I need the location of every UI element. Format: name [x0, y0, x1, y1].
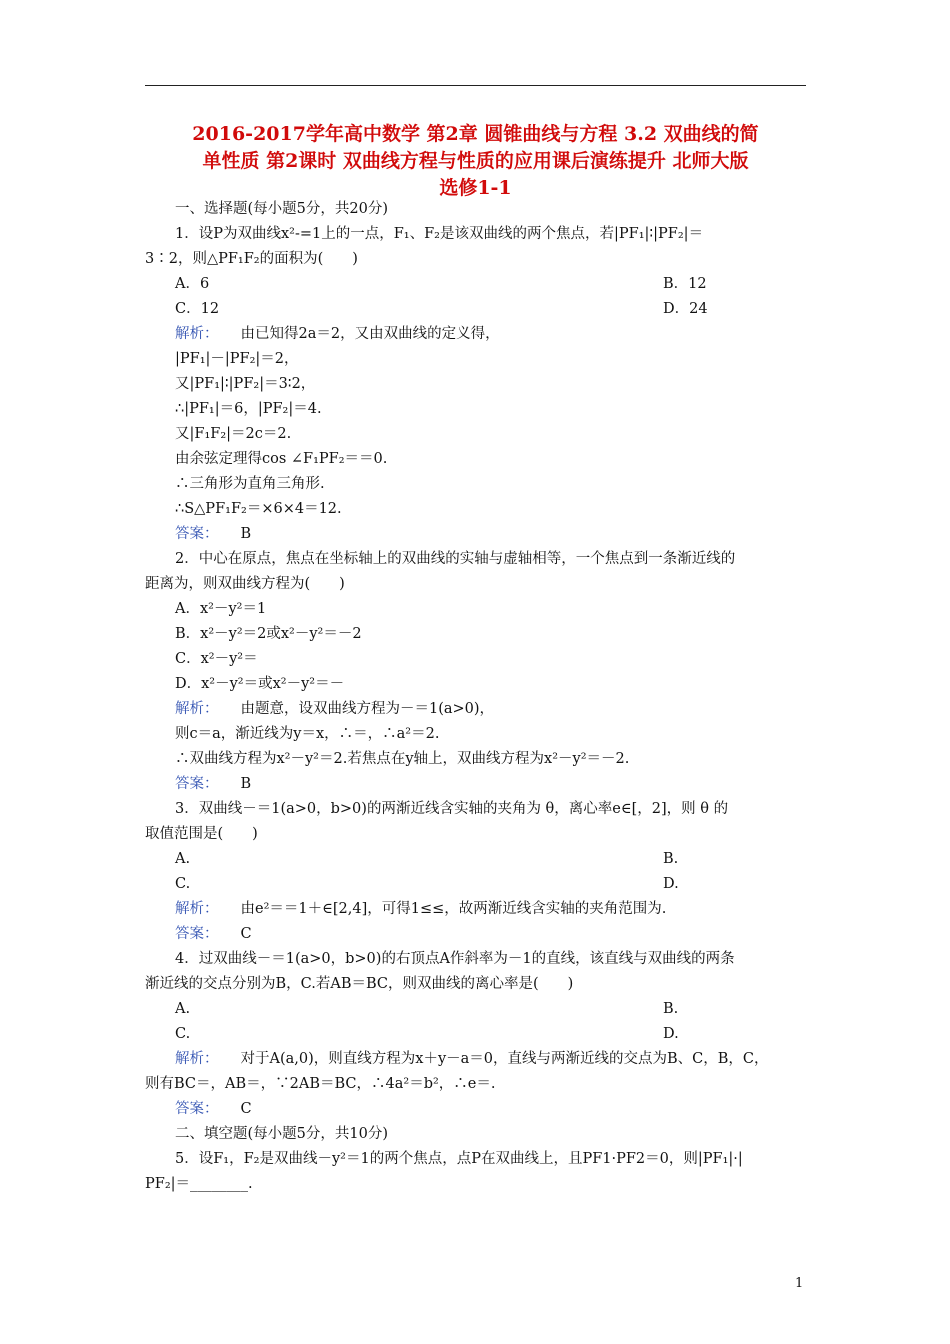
section-heading-choice: 一、选择题(每小题5分，共20分) [175, 201, 388, 217]
solution-text: 对于A(a,0)，则直线方程为x＋y－a＝0，直线与两渐近线的交点为B、C，B，C， [240, 1051, 769, 1067]
document-title-line-1: 2016-2017学年高中数学 第2章 圆锥曲线与方程 3.2 双曲线的简 [192, 123, 759, 145]
answer-label: 答案： [175, 526, 219, 542]
solution-text: 由e²＝＝1＋∈[2,4]，可得1≤≤，故两渐近线含实轴的夹角范围为. [240, 901, 667, 917]
answer-label: 答案： [175, 926, 219, 942]
option-row [175, 849, 840, 869]
solution-line: ∴三角形为直角三角形. [175, 476, 325, 492]
option-row [175, 299, 840, 319]
solution-line: ∴|PF₁|＝6，|PF₂|＝4. [175, 401, 322, 417]
question-5-line-2: PF₂|＝________. [145, 1176, 253, 1192]
solution-text: 由题意，设双曲线方程为－＝1(a>0)， [240, 701, 495, 717]
option-b: B. [663, 1001, 679, 1017]
question-1-line-2: 3∶2，则△PF₁F₂的面积为( ) [145, 251, 358, 267]
option-row [175, 1024, 840, 1044]
question-3-line-1: 3．双曲线－＝1(a>0，b>0)的两渐近线含实轴的夹角为 θ，离心率e∈[，2]，则 θ 的 [175, 801, 729, 817]
solution-line: 又|F₁F₂|＝2c＝2. [175, 426, 292, 442]
answer-line [175, 774, 840, 794]
solution-line: 则c＝a，渐近线为y＝x，∴＝，∴a²＝2. [175, 726, 440, 742]
question-2-line-1: 2．中心在原点，焦点在坐标轴上的双曲线的实轴与虚轴相等，一个焦点到一条渐近线的 [175, 551, 736, 567]
solution-line [175, 1049, 840, 1069]
document-title-line-2: 单性质 第2课时 双曲线方程与性质的应用课后演练提升 北师大版 [202, 150, 749, 172]
header-rule [145, 85, 806, 86]
solution-label: 解析： [175, 1051, 219, 1067]
solution-line: ∴S△PF₁F₂＝×6×4＝12. [175, 501, 342, 517]
answer-value: B [240, 526, 252, 542]
question-4-line-1: 4．过双曲线－＝1(a>0，b>0)的右顶点A作斜率为－1的直线，该直线与双曲线的两条 [175, 951, 735, 967]
question-4-line-2: 渐近线的交点分别为B，C.若AB＝BC，则双曲线的离心率是( ) [145, 976, 574, 992]
option-a: A. [175, 1001, 191, 1017]
option-b: B．x²－y²＝2或x²－y²＝－2 [175, 626, 362, 642]
solution-line: ∴双曲线方程为x²－y²＝2.若焦点在y轴上，双曲线方程为x²－y²＝－2. [175, 751, 630, 767]
question-1-line-1: 1．设P为双曲线x²-=1上的一点，F₁、F₂是该双曲线的两个焦点，若|PF₁|∶|PF₂|＝ [175, 226, 704, 242]
solution-line: 则有BC＝，AB＝，∵2AB＝BC，∴4a²＝b²，∴e＝. [145, 1076, 496, 1092]
option-d: D. [663, 876, 679, 892]
solution-line: |PF₁|－|PF₂|＝2， [175, 351, 299, 367]
option-d: D. [663, 1026, 679, 1042]
solution-line: 由余弦定理得cos ∠F₁PF₂＝＝0. [175, 451, 388, 467]
option-row [175, 874, 840, 894]
answer-value: B [240, 776, 252, 792]
solution-label: 解析： [175, 701, 219, 717]
option-c: C. [175, 876, 191, 892]
option-c: C．x²－y²＝ [175, 651, 258, 667]
option-d: D．x²－y²＝或x²－y²＝－ [175, 676, 345, 692]
option-c: C．12 [175, 301, 220, 317]
answer-value: C [240, 1101, 252, 1117]
answer-label: 答案： [175, 776, 219, 792]
option-row [175, 274, 840, 294]
answer-line [175, 924, 840, 944]
question-3-line-2: 取值范围是( ) [145, 826, 258, 842]
option-b: B．12 [663, 276, 707, 292]
solution-label: 解析： [175, 901, 219, 917]
solution-label: 解析： [175, 326, 219, 342]
solution-line [175, 899, 840, 919]
answer-label: 答案： [175, 1101, 219, 1117]
option-b: B. [663, 851, 679, 867]
document-title-line-3: 选修1-1 [439, 177, 512, 199]
solution-text: 由已知得2a＝2，又由双曲线的定义得， [240, 326, 500, 342]
solution-line [175, 699, 840, 719]
question-2-line-2: 距离为，则双曲线方程为( ) [145, 576, 345, 592]
option-c: C. [175, 1026, 191, 1042]
section-heading-fill: 二、填空题(每小题5分，共10分) [175, 1126, 388, 1142]
answer-value: C [240, 926, 252, 942]
option-row [175, 999, 840, 1019]
solution-line: 又|PF₁|∶|PF₂|＝3∶2， [175, 376, 316, 392]
answer-line [175, 1099, 840, 1119]
question-5-line-1: 5．设F₁，F₂是双曲线－y²＝1的两个焦点，点P在双曲线上，且PF1·PF2＝0，则|PF₁|·| [175, 1151, 743, 1167]
option-a: A．x²－y²＝1 [175, 601, 267, 617]
option-d: D．24 [663, 301, 708, 317]
option-a: A. [175, 851, 191, 867]
solution-line [175, 324, 840, 344]
answer-line [175, 524, 840, 544]
option-a: A．6 [175, 276, 210, 292]
page-number: 1 [795, 1276, 804, 1291]
